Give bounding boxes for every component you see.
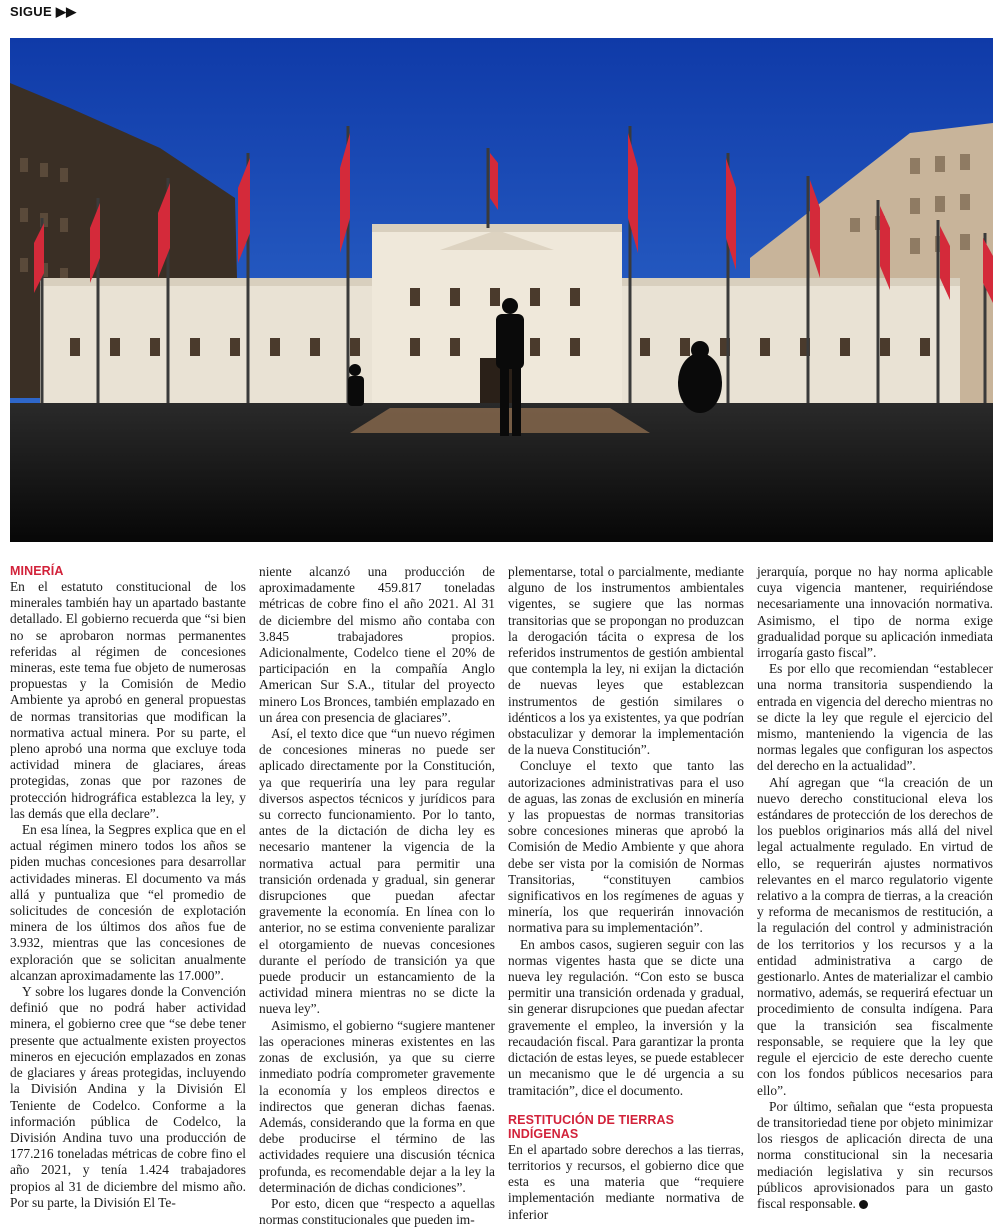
sigue-label: SIGUE ▶▶ [10, 4, 77, 19]
paragraph: En esa línea, la Segpres explica que en el actual régimen minero todos los años se piden muchas concesiones para desarrollar actividades mineras. El documento va más allá y puntualiza que “el promedio de solicitudes de concesión de explotación minera de los últimos dos años fue de 3.932, mientras que las concesiones de exploración que se solicitan anualmente alcanzan aproximadamente las 17.000”. [10, 822, 246, 983]
column-2 [259, 564, 495, 1228]
paragraph: Asimismo, el gobierno “sugiere mantener las operaciones mineras existentes en las zonas de exclusión, ya que su cierre inmediato podría comprometer gravemente la economía y los empleos directos e indirectos que generan dichas faenas. Además, considerando que la forma en que debe producirse el término de las actividades requiere una discusión técnica profunda, es recomendable dejar a la ley la determinación de dichas condiciones”. [259, 1017, 495, 1195]
column-4 [757, 564, 993, 1211]
paragraph: Y sobre los lugares donde la Convención definió que no podrá haber actividad minera, el gobierno cree que “se debe tener presente que actualmente existen proyectos mineros en ejecución emplazados en zonas de glaciares y áreas protegidas, incluyendo la División Andina y la División El Teniente de Codelco. Conforme a la información pública de Codelco, la División Andina tuvo una producción de 177.216 toneladas métricas de cobre fino el año 2021, y tenía 1.424 trabajadores propios al 31 de diciembre del mismo año. Por su parte, la División El Te- [10, 984, 246, 1210]
paragraph: Así, el texto dice que “un nuevo régimen de concesiones mineras no puede ser aplicado directamente por la Constitución, ya que requeriría una ley para regular diversos aspectos técnicos y jurídicos para su correcto funcionamiento. Por lo tanto, antes de la dictación de dicha ley es necesario mantener la vigencia de la normativa actual para permitir una transición ordenada y gradual, sin generar disrupciones que puedan afectar gravemente la economía. En línea con lo anterior, no se estima conveniente paralizar el otorgamiento de nuevas concesiones durante el período de transición ya que puede producir un estancamiento de la actividad minera mientras no se dicte la nueva ley”. [259, 726, 495, 1017]
paragraph [757, 1099, 993, 1212]
article-body [10, 564, 993, 1228]
column-3 [508, 564, 744, 1222]
column-1 [10, 564, 246, 1210]
paragraph: Ahí agregan que “la creación de un nuevo derecho constitucional eleva los estándares de protección de los derechos de los pueblos originarios más allá del nivel legal actualmente regulado. En virtud de ello, se requerirán ajustes normativos relevantes en el marco regulatorio vigente relativo a la compra de tierras, a la creación y reforma de mecanismos de restitución, a la regulación del control y administración de los territorios y los recursos y a la entidad administrativa a cargo de gestionarlo. Antes de materializar el cambio normativo, además, se requerirá efectuar un procedimiento de consulta indígena. Para que la transición sea fiscalmente responsable, se requiere que la ley que regule el ejercicio de este derecho cuente con los fondos públicos necesarios para ello”. [757, 774, 993, 1098]
photo-palacio [10, 38, 993, 542]
paragraph: En ambos casos, sugieren seguir con las normas vigentes hasta que se dicte una nueva ley regulación. “Con esto se busca permitir una transición ordenada y gradual, sin generar disrupciones que puedan afectar gravemente el empleo, la inversión y la recaudación fiscal. Para garantizar la pronta dictación de estas leyes, se puede establecer un mecanismo que le dé urgencia a su tramitación”, dice el documento. [508, 936, 744, 1098]
paragraph: jerarquía, porque no hay norma aplicable cuya vigencia mantener, requiriéndose necesariamente una innovación normativa. Asimismo, el tipo de norma exige gradualidad porque su aplicación inmediata irrogaría gasto fiscal”. [757, 564, 993, 661]
article-photo [10, 38, 993, 542]
section-title-restitucion: RESTITUCIÓN DE TIERRAS INDÍGENAS [508, 1112, 675, 1141]
paragraph: plementarse, total o parcialmente, mediante alguno de los instrumentos ambientales vigentes, se sugiere que las normas transitorias que se propongan no produzcan la derogación tácita o expresa de los referidos instrumentos de gestión ambiental que contempla la ley, ni exijan la dictación de nuevas leyes que establezcan instrumentos de gestión similares o idénticos a los ya existentes, ya que podrían obstaculizar y demorar la implementación de la nueva Constitución”. [508, 564, 744, 758]
section-title-mineria: MINERÍA [10, 564, 64, 578]
paragraph: niente alcanzó una producción de aproximadamente 459.817 toneladas métricas de cobre fino el año 2021. Al 31 de diciembre del mismo año contaba con 3.845 trabajadores propios. Adicionalmente, Codelco tiene el 20% de participación en la compañía Anglo American Sur S.A., titular del proyecto minero Los Bronces, también emplazado en un área con presencia de glaciares”. [259, 564, 495, 725]
paragraph: Es por ello que recomiendan “establecer una norma transitoria suspendiendo la entrada en vigencia del derecho mientras no se dicte la ley que regule el ejercicio del mismo, manteniendo la vigencia de las normas legales que configuran los aspectos del derecho en la actualidad”. [757, 661, 993, 774]
paragraph-text: Por último, señalan que “esta propuesta de transitoriedad tiene por objeto minimizar los riesgos de aplicación directa de una norma constitucional sin la necesaria mediación legislativa y sin recursos públicos aprovisionados para un gasto fiscal responsable. [757, 1098, 993, 1211]
paragraph: Por esto, dicen que “respecto a aquellas normas constitucionales que pueden im- [259, 1195, 495, 1228]
paragraph: En el estatuto constitucional de los minerales también hay un apartado bastante detallado. El gobierno recuerda que “si bien no se aprobaron normas permanentes referidas al régimen de concesiones mineras, este tema fue objeto de numerosas propuestas y la Comisión de Medio Ambiente ya aprobó en general propuestas de normas transitorias que modifican la normativa actual minera. Por su parte, el pleno aprobó una norma que excluye toda actividad minera de glaciares, áreas protegidas, zonas que por razones de protección hidrográfica establezca la ley, y las demás que ella declare”. [10, 579, 246, 821]
paragraph: En el apartado sobre derechos a las tierras, territorios y recursos, el gobierno dice que esta es una materia que “requiere implementación mediante normativa de inferior [508, 1141, 744, 1222]
end-of-article-icon [859, 1200, 868, 1209]
paragraph: Concluye el texto que tanto las autorizaciones administrativas para el uso de aguas, las zonas de exclusión en minería y las propuestas de normas transitorias sobre concesiones mineras que aprobó la Comisión de Medio Ambiente y que ahora debe ser vista por la comisión de Normas Transitorias, “constituyen cambios significativos en los regímenes de aguas y minería, los que requerirán innovación normativa para su implementación”. [508, 758, 744, 936]
